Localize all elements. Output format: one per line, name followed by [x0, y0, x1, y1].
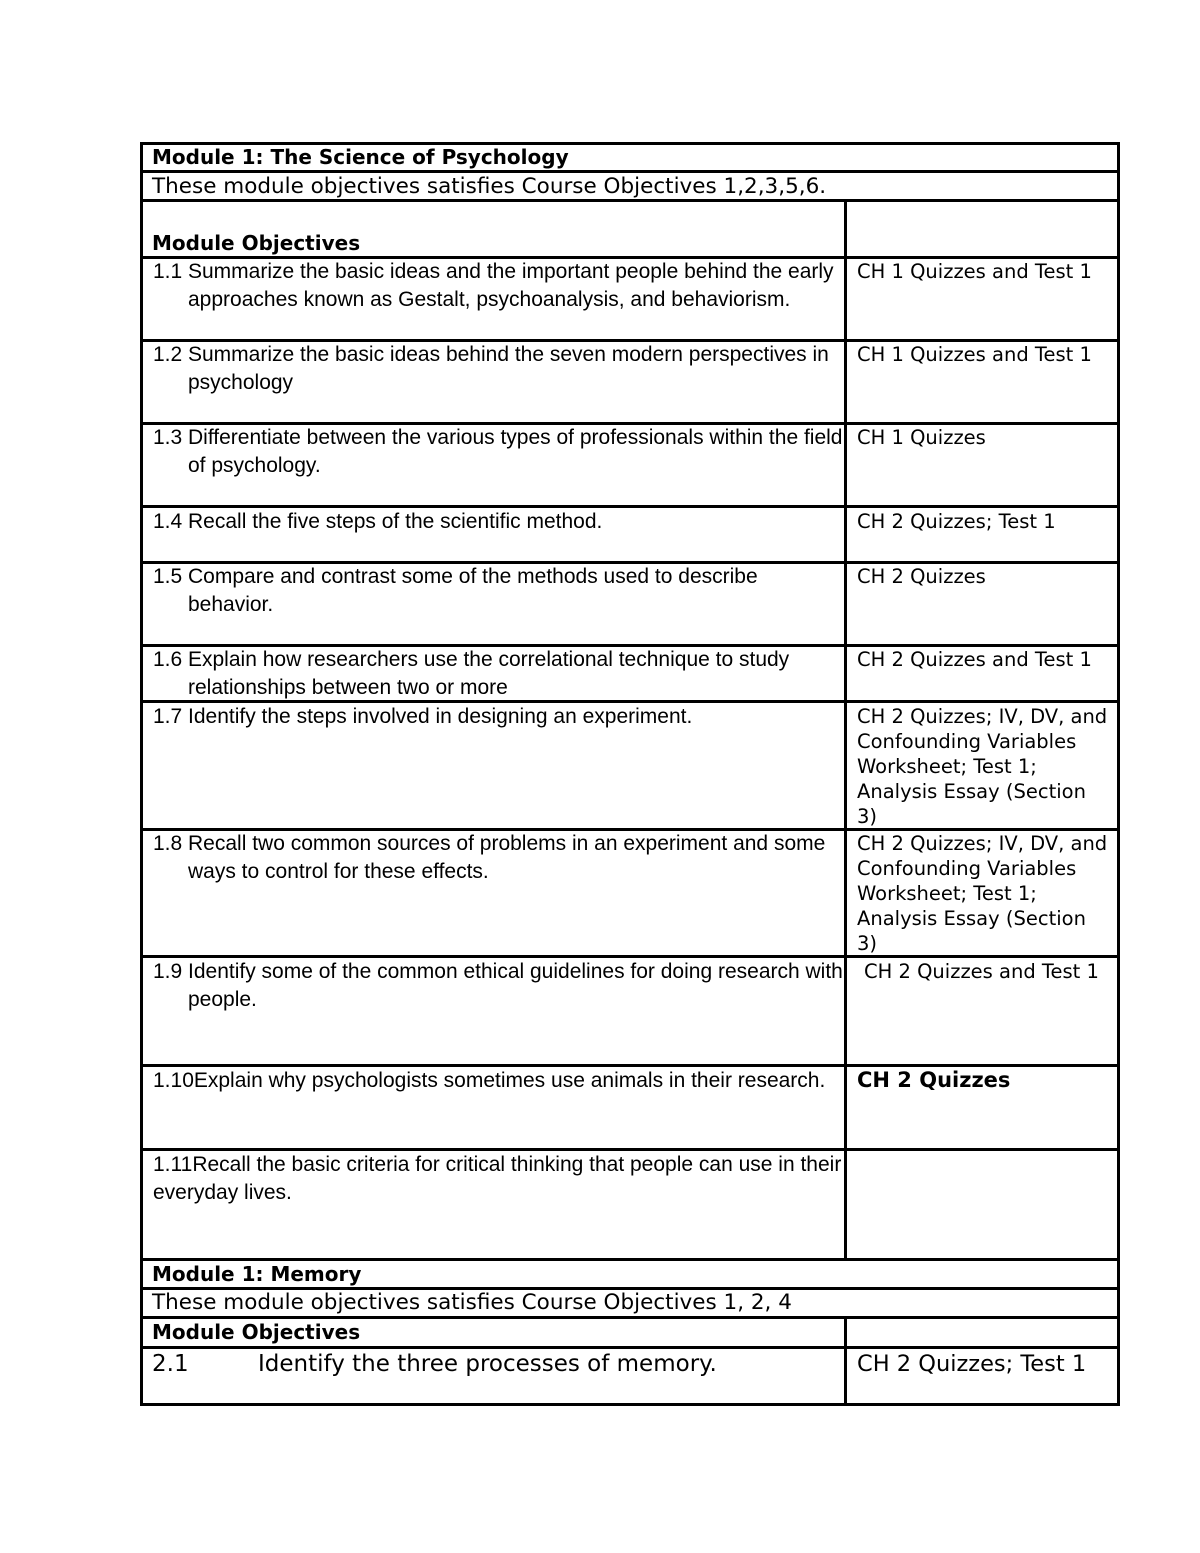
assessment-1-9: CH 2 Quizzes and Test 1 — [864, 960, 1099, 983]
objective-1-11: 1.11Recall the basic criteria for critical thinking that people can use in their everyday lives. — [153, 1153, 842, 1204]
objective-1-1: 1.1 Summarize the basic ideas and the important people behind the early approaches known as Gestalt, psychoanalysis, and behaviorism. — [153, 260, 834, 311]
objective-1-9: 1.9 Identify some of the common ethical guidelines for doing research with people. — [153, 960, 843, 1011]
objective-1-3: 1.3 Differentiate between the various types of professionals within the field of psychology. — [153, 426, 843, 477]
objective-1-7: 1.7 Identify the steps involved in designing an experiment. — [153, 705, 693, 728]
module-title-memory: Module 1: Memory — [152, 1262, 362, 1286]
assessment-1-3: CH 1 Quizzes — [857, 426, 986, 449]
objective-1-8: 1.8 Recall two common sources of problems in an experiment and some ways to control for these effects. — [153, 832, 826, 883]
objective-1-6: 1.6 Explain how researchers use the correlational technique to study relationships between two or more — [153, 648, 790, 699]
objective-1-4: 1.4 Recall the five steps of the scientific method. — [153, 510, 603, 533]
assessment-1-6: CH 2 Quizzes and Test 1 — [857, 648, 1092, 671]
objective-1-2: 1.2 Summarize the basic ideas behind the seven modern perspectives in psychology — [153, 343, 829, 394]
assessment-1-5: CH 2 Quizzes — [857, 565, 986, 588]
course-objectives-note-memory: These module objectives satisfies Course Objectives 1, 2, 4 — [152, 1290, 792, 1315]
assessment-1-10: CH 2 Quizzes — [857, 1068, 1011, 1092]
objective-1-5: 1.5 Compare and contrast some of the methods used to describe behavior. — [153, 565, 758, 616]
assessment-1-7: CH 2 Quizzes; IV, DV, and Confounding Variables Worksheet; Test 1; Analysis Essay (Section 3) — [857, 705, 1108, 828]
assessment-2-1: CH 2 Quizzes; Test 1 — [857, 1351, 1087, 1377]
assessment-1-8: CH 2 Quizzes; IV, DV, and Confounding Variables Worksheet; Test 1; Analysis Essay (Section 3) — [857, 832, 1108, 955]
course-objectives-note: These module objectives satisfies Course Objectives 1,2,3,5,6. — [152, 174, 827, 199]
module-objectives-header: Module Objectives — [152, 231, 361, 255]
module-objectives-header-memory: Module Objectives — [152, 1320, 361, 1344]
objectives-table — [140, 142, 1120, 1406]
assessment-1-1: CH 1 Quizzes and Test 1 — [857, 260, 1092, 283]
objective-2-1: 2.1 Identify the three processes of memory. — [152, 1351, 717, 1377]
assessment-1-4: CH 2 Quizzes; Test 1 — [857, 510, 1056, 533]
assessment-1-2: CH 1 Quizzes and Test 1 — [857, 343, 1092, 366]
objective-1-10: 1.10Explain why psychologists sometimes use animals in their research. — [153, 1069, 826, 1092]
module-title: Module 1: The Science of Psychology — [152, 145, 569, 169]
